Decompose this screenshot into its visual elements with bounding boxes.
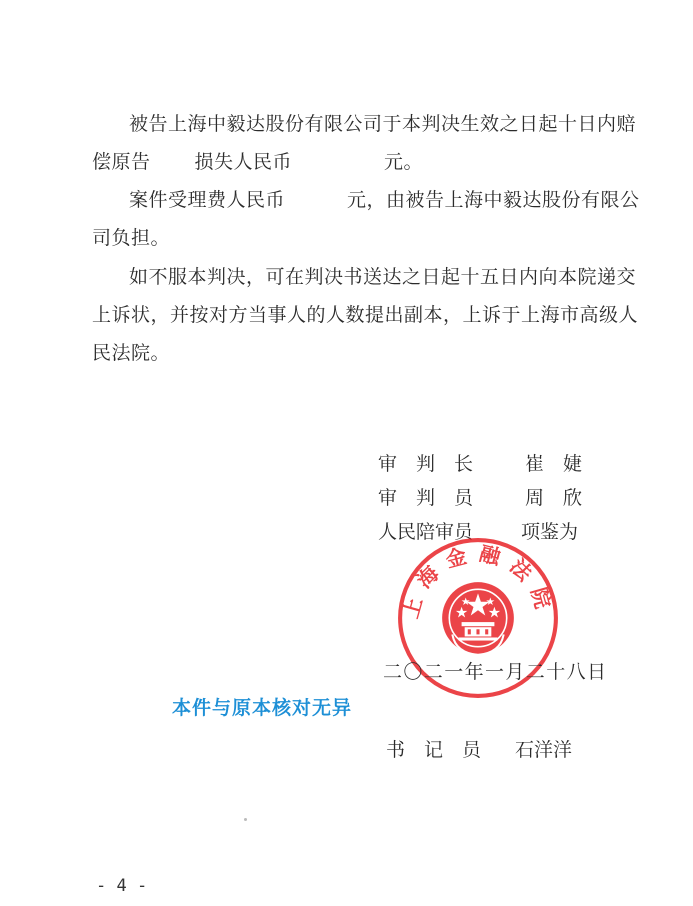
text-segment: 被告上海中毅达股份有限公司于本判决生效之日起十日内赔 xyxy=(129,113,637,135)
clerk-name: 石洋洋 xyxy=(515,739,573,761)
paragraph-compensation-line-2 xyxy=(92,150,423,174)
signature-judge xyxy=(378,486,608,512)
judge-name: 周 欣 xyxy=(525,487,583,509)
text-segment: 偿原告 xyxy=(92,151,151,173)
text-segment: 民法院。 xyxy=(92,342,171,364)
clerk-title: 书 记 员 xyxy=(386,739,482,761)
scan-speck xyxy=(244,818,247,821)
text-segment: 上诉状，并按对方当事人的人数提出副本，上诉于上海市高级人 xyxy=(92,304,639,326)
paragraph-fees-line-1 xyxy=(129,188,640,212)
assessor-name: 项鉴为 xyxy=(521,521,579,543)
paragraph-compensation-line-1 xyxy=(129,112,636,136)
svg-text:上海金融法院: 上海金融法院 xyxy=(398,541,558,622)
assessor-title: 人民陪审员 xyxy=(378,521,474,543)
text-segment: 元，由被告上海中毅达股份有限公 xyxy=(347,189,640,211)
page-number: - 4 - xyxy=(96,876,148,896)
paragraph-appeal-line-2 xyxy=(92,303,638,327)
verified-copy-stamp: 本件与原本核对无异 xyxy=(172,697,353,719)
text-segment: 损失人民币 xyxy=(194,151,293,173)
paragraph-fees-line-2 xyxy=(92,226,170,250)
text-segment: 司负担。 xyxy=(92,227,171,249)
text-segment: 如不服本判决，可在判决书送达之日起十五日内向本院递交 xyxy=(129,266,637,288)
text-segment: 元。 xyxy=(384,151,424,173)
paragraph-appeal-line-3 xyxy=(92,341,170,365)
presiding-judge-name: 崔 婕 xyxy=(525,453,583,475)
signature-clerk xyxy=(386,738,616,764)
text-segment: 案件受理费人民币 xyxy=(129,189,286,211)
presiding-judge-title: 审 判 长 xyxy=(378,453,474,475)
signature-presiding-judge xyxy=(378,452,608,478)
judge-title: 审 判 员 xyxy=(378,487,474,509)
judgment-date: 二〇二一年一月二十八日 xyxy=(383,661,608,683)
paragraph-appeal-line-1 xyxy=(129,265,636,289)
